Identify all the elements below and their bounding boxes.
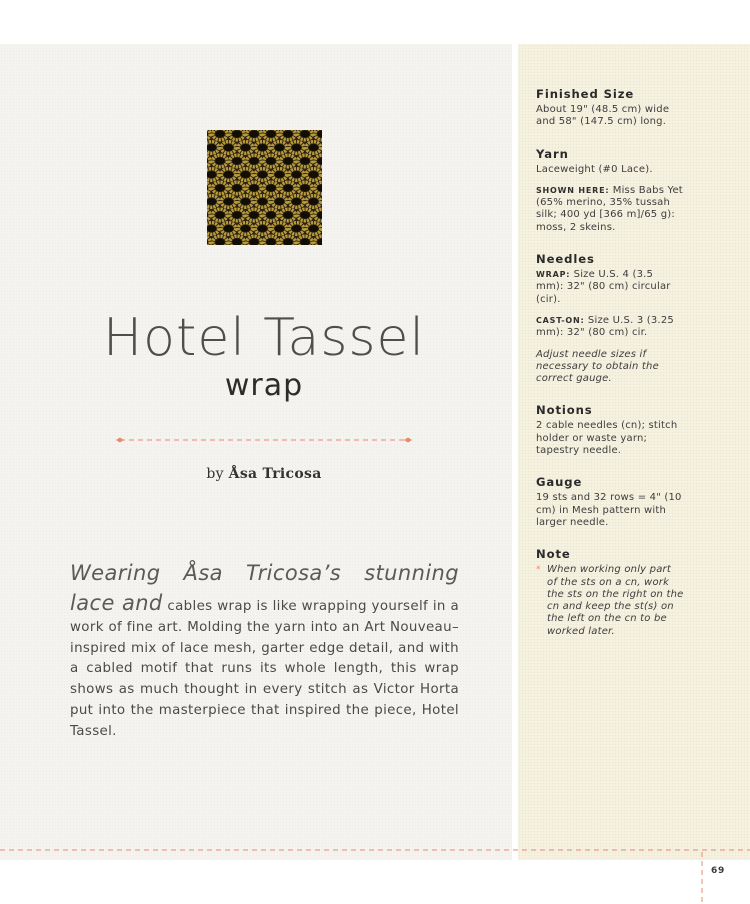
- pattern-subtitle: wrap: [224, 368, 304, 403]
- yarn-heading: Yarn: [536, 146, 569, 161]
- author-name: Åsa Tricosa: [228, 466, 322, 482]
- yarn-section: [536, 146, 684, 234]
- yarn-weight-text: Laceweight (#0 Lace).: [536, 163, 653, 175]
- cast-on-needle-text: Size U.S. 3 (3.25 mm): 32" (80 cm) cir.: [536, 314, 674, 339]
- wrap-label: WRAP:: [536, 270, 571, 280]
- needles-note: Adjust needle sizes if necessary to obtain the correct gauge.: [536, 348, 659, 385]
- wrap-needle-text: Size U.S. 4 (3.5 mm): 32" (80 cm) circular (cir).: [536, 269, 671, 305]
- byline-prefix: by: [206, 466, 224, 482]
- page-number: 69: [711, 866, 726, 876]
- note-list: [536, 564, 684, 638]
- finished-size-text: About 19" (48.5 cm) wide and 58" (147.5 cm) long.: [536, 104, 670, 128]
- notions-section: [536, 402, 684, 457]
- note-bullet: *: [536, 565, 541, 576]
- gauge-section: [536, 474, 684, 529]
- note-heading: Note: [536, 547, 571, 562]
- needles-wrap: [536, 269, 684, 306]
- yarn-shown-here: [536, 185, 684, 234]
- lace-swatch-image: [207, 130, 322, 245]
- intro-lead: Wearing Åsa Tricosa’s stunning lace and: [70, 561, 459, 615]
- notions-text: 2 cable needles (cn); stitch holder or waste yarn; tapestry needle.: [536, 420, 678, 457]
- shown-here-label: SHOWN HERE:: [536, 185, 610, 195]
- byline: [0, 466, 528, 482]
- pattern-title: Hotel Tassel: [103, 308, 425, 368]
- yarn-detail-text: Miss Babs Yet (65% merino, 35% tussah silk; 400 yd [366 m]/65 g): moss, 2 skeins.: [536, 184, 683, 233]
- cast-on-label: CAST-ON:: [536, 315, 585, 325]
- needles-heading: Needles: [536, 252, 595, 267]
- needles-section: [536, 251, 684, 385]
- intro-body: cables wrap is like wrapping yourself in a work of fine art. Molding the yarn into an Art Nouveau–inspired mix of lace mesh, garter edge detail, and with a cabled motif that runs its whole length, this wrap shows as much thought in every stitch as Victor Horta put into the masterpiece that inspired the piece, Hotel Tassel.: [70, 599, 459, 739]
- finished-size-section: [536, 86, 684, 129]
- needles-cast-on: [536, 315, 684, 340]
- gauge-text: 19 sts and 32 rows = 4" (10 cm) in Mesh pattern with larger needle.: [536, 492, 682, 528]
- note-section: [536, 546, 684, 638]
- note-item-text: When working only part of the sts on a cn, work the sts on the right on the cn and keep the st(s) on the left on the cn to be worked later.: [547, 564, 684, 637]
- footer-dashed-line: [0, 849, 750, 851]
- finished-size-heading: Finished Size: [536, 87, 635, 101]
- footer-vertical-line: [701, 852, 703, 904]
- specs-column: [536, 86, 684, 655]
- note-item: [536, 564, 684, 638]
- intro-paragraph: [70, 558, 459, 742]
- title-divider: [116, 434, 412, 446]
- notions-heading: Notions: [536, 403, 593, 418]
- gauge-heading: Gauge: [536, 475, 583, 490]
